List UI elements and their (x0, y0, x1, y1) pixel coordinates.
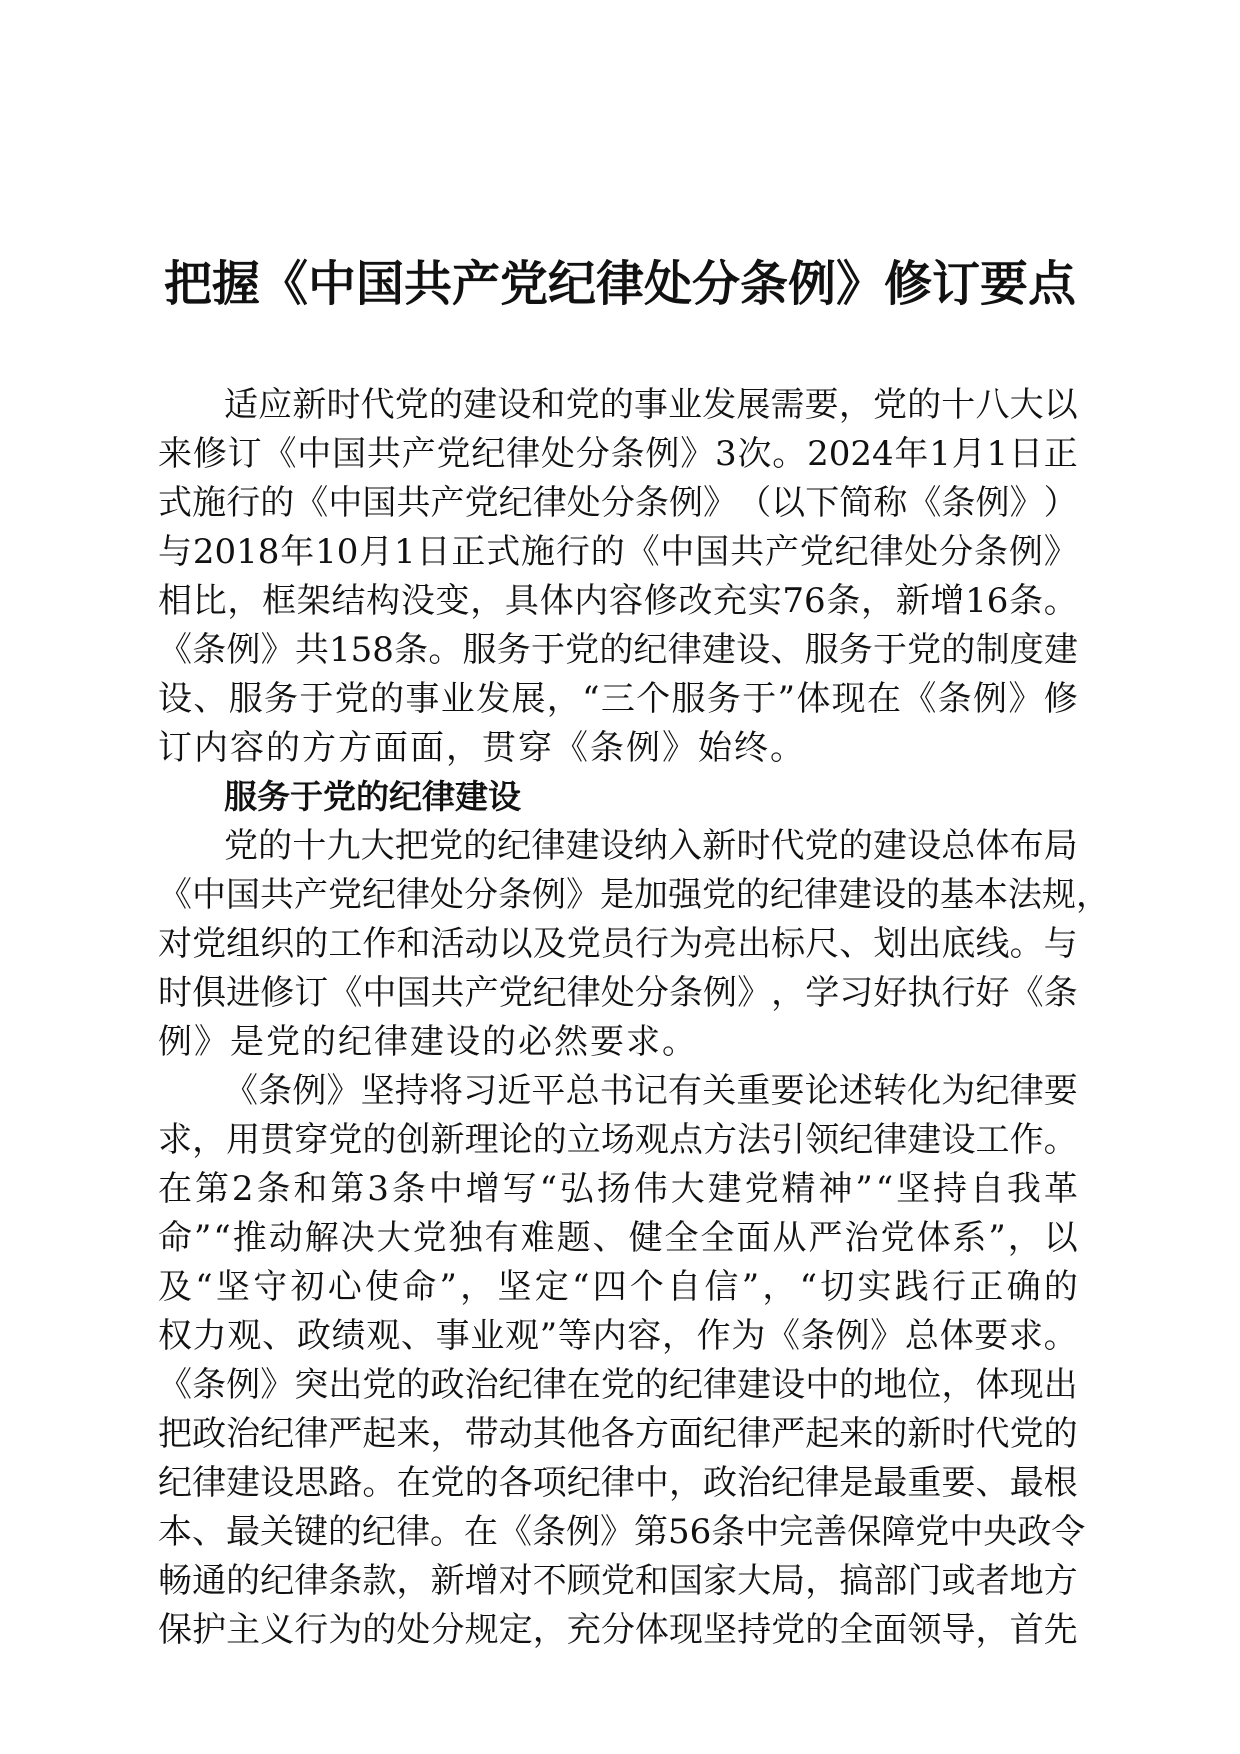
text-line: 保 护 主 义 行 为 的 处 分 规 定 ， 充 分 体 现 坚 持 党 的 全 面 领 导 ， 首 先 (158, 1610, 1078, 1650)
text-line: 畅 通 的 纪 律 条 款 ， 新 增 对 不 顾 党 和 国 家 大 局 ， 搞 部 门 或 者 地 方 (158, 1561, 1078, 1601)
text-line: 命 ” “ 推 动 解 决 大 党 独 有 难 题 、 健 全 全 面 从 严 治 党 体 系 ” ， 以 (158, 1218, 1078, 1258)
text-line: 相 比 ， 框 架 结 构 没 变 ， 具 体 内 容 修 改 充 实 76 条 ， 新 增 16 条 。 (158, 581, 1078, 621)
text-line: 例》是党的纪律建设的必然要求。 (158, 1022, 698, 1062)
text-line: 本 、 最 关 键 的 纪 律 。 在 《 条 例 》 第 56 条 中 完 善 保 障 党 中 央 政 令 (158, 1512, 1086, 1552)
text-line: 纪 律 建 设 思 路 。 在 党 的 各 项 纪 律 中 ， 政 治 纪 律 是 最 重 要 、 最 根 (158, 1463, 1078, 1503)
section-heading: 服务于党的纪律建设 (224, 777, 521, 816)
text-line: 对 党 组 织 的 工 作 和 活 动 以 及 党 员 行 为 亮 出 标 尺 、 划 出 底 线 。 与 (158, 924, 1078, 964)
text-line: 权 力 观 、 政 绩 观 、 事 业 观 ” 等 内 容 ， 作 为 《 条 例 》 总 体 要 求 。 (158, 1316, 1078, 1356)
document-title: 把握《中国共产党纪律处分条例》修订要点 (163, 256, 1076, 312)
text-line: 订内容的方方面面，贯穿《条例》始终。 (158, 728, 806, 768)
text-line: 《 中 国 共 产 党 纪 律 处 分 条 例 》 是 加 强 党 的 纪 律 建 设 的 基 本 法 规 ， (158, 875, 1110, 915)
text-line: 《 条 例 》 突 出 党 的 政 治 纪 律 在 党 的 纪 律 建 设 中 的 地 位 ， 体 现 出 (158, 1365, 1078, 1405)
text-line: 《 条 例 》 共 158 条 。 服 务 于 党 的 纪 律 建 设 、 服 务 于 党 的 制 度 建 (158, 630, 1078, 670)
text-line: 党 的 十 九 大 把 党 的 纪 律 建 设 纳 入 新 时 代 党 的 建 设 总 体 布 局 (224, 826, 1078, 866)
text-line: 来 修 订 《 中 国 共 产 党 纪 律 处 分 条 例 》 3 次 。 2024 年 1 月 1 日 正 (158, 434, 1078, 474)
text-line: 《 条 例 》 坚 持 将 习 近 平 总 书 记 有 关 重 要 论 述 转 化 为 纪 律 要 (224, 1071, 1078, 1111)
text-line: 在 第 2 条 和 第 3 条 中 增 写 “ 弘 扬 伟 大 建 党 精 神 ” “ 坚 持 自 我 革 (158, 1169, 1078, 1209)
text-line: 把 政 治 纪 律 严 起 来 ， 带 动 其 他 各 方 面 纪 律 严 起 来 的 新 时 代 党 的 (158, 1414, 1078, 1454)
text-line: 设 、 服 务 于 党 的 事 业 发 展 ， “ 三 个 服 务 于 ” 体 现 在 《 条 例 》 修 (158, 679, 1078, 719)
text-line: 与 2018 年 10 月 1 日 正 式 施 行 的 《 中 国 共 产 党 纪 律 处 分 条 例 》 (158, 532, 1078, 572)
text-line: 式 施 行 的 《 中 国 共 产 党 纪 律 处 分 条 例 》 （ 以 下 简 称 《 条 例 》 ） (158, 483, 1078, 523)
text-line: 适 应 新 时 代 党 的 建 设 和 党 的 事 业 发 展 需 要 ， 党 的 十 八 大 以 (224, 385, 1078, 425)
text-line: 及 “ 坚 守 初 心 使 命 ” ， 坚 定 “ 四 个 自 信 ” ， “ 切 实 践 行 正 确 的 (158, 1267, 1078, 1307)
text-line: 求 ， 用 贯 穿 党 的 创 新 理 论 的 立 场 观 点 方 法 引 领 纪 律 建 设 工 作 。 (158, 1120, 1078, 1160)
text-line: 时 俱 进 修 订 《 中 国 共 产 党 纪 律 处 分 条 例 》 ， 学 习 好 执 行 好 《 条 (158, 973, 1078, 1013)
